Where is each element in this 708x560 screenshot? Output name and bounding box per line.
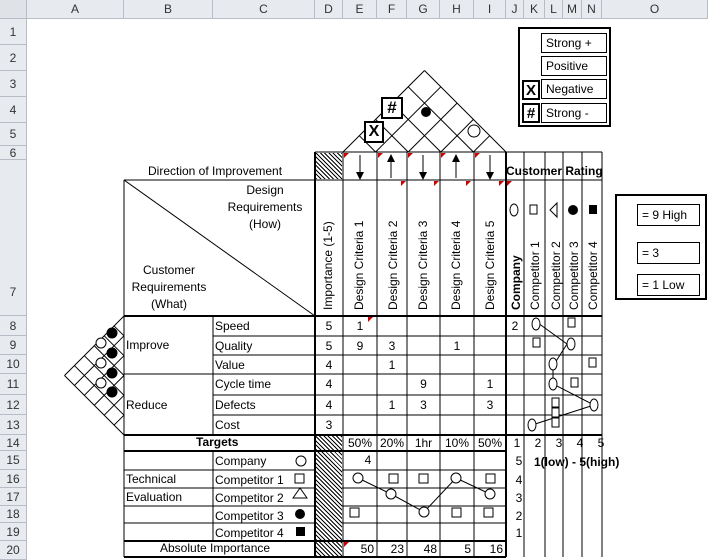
rating-square-icon	[571, 378, 578, 387]
up-arrow-icon	[387, 154, 395, 162]
importance-value: 5	[325, 339, 333, 353]
design-criteria-header-3: Design Criteria 3	[416, 220, 430, 310]
matrix-cell: 1	[453, 339, 461, 353]
company-circle-icon	[296, 456, 306, 466]
column-header-K[interactable]: K	[524, 0, 545, 19]
company-eval-point	[485, 489, 495, 499]
column-header-H[interactable]: H	[440, 0, 474, 19]
scale-side-2: 2	[515, 509, 523, 523]
legend-corr-3: Strong -	[541, 103, 607, 123]
competitor-header-3: Competitor 3	[567, 241, 581, 310]
requirement-cost: Cost	[215, 418, 240, 432]
direction-label: Direction of Improvement	[148, 164, 283, 178]
rating-square-icon	[552, 418, 559, 427]
requirement-quality: Quality	[215, 339, 253, 353]
comment-marker	[475, 153, 480, 158]
competitor4-square-icon	[296, 527, 305, 536]
competitor-eval-square	[484, 508, 493, 517]
design-requirements-label	[220, 182, 310, 233]
roof-line	[473, 136, 489, 152]
tech-row-competitor-1: Competitor 1	[215, 473, 284, 487]
strong-positive-roof-icon	[421, 107, 431, 117]
cust-req-line2: Requirements	[131, 280, 207, 294]
comment-marker	[434, 181, 439, 186]
strong-minus-legend-icon: #	[522, 103, 540, 123]
down-arrow-icon	[486, 172, 494, 180]
roof-line	[425, 71, 507, 153]
importance-hatch-2	[316, 452, 342, 540]
column-header-L[interactable]: L	[545, 0, 563, 19]
row-header-13[interactable]: 13	[0, 415, 27, 435]
competitor-eval-square	[486, 474, 495, 483]
strong-positive-side-icon	[107, 328, 117, 338]
comment-marker	[378, 153, 383, 158]
row-header-5[interactable]: 5	[0, 123, 27, 146]
tech-row-company: Company	[215, 454, 267, 468]
company-target-value: 4	[364, 453, 372, 467]
requirement-speed: Speed	[215, 319, 250, 333]
row-header-6[interactable]: 6	[0, 146, 27, 160]
company-eval-point	[451, 473, 461, 483]
cust-req-line3: (What)	[151, 297, 187, 311]
comment-marker	[401, 181, 406, 186]
competitor1-square-icon	[295, 474, 304, 483]
column-header-G[interactable]: G	[407, 0, 440, 19]
technical-evaluation-label	[126, 470, 182, 506]
absolute-importance-value: 50	[360, 542, 374, 556]
target-value: 20%	[379, 436, 405, 450]
scale-top-3: 3	[555, 436, 563, 450]
row-header-7[interactable]: 7	[0, 160, 27, 316]
matrix-cell: 3	[486, 398, 494, 412]
column-header-E[interactable]: E	[343, 0, 377, 19]
legend-rel-0: = 9 High	[637, 204, 700, 226]
row-header-10[interactable]: 10	[0, 355, 27, 374]
design-req-line1: Design	[246, 183, 284, 197]
importance-value: 3	[325, 418, 333, 432]
comment-marker	[499, 181, 504, 186]
scale-side-4: 4	[515, 473, 523, 487]
matrix-cell: 3	[388, 339, 396, 353]
row-header-11[interactable]: 11	[0, 374, 27, 395]
rating-square-icon	[568, 318, 575, 327]
matrix-cell: 9	[356, 339, 364, 353]
cust-req-line1: Customer	[142, 263, 195, 277]
rating-square-icon	[552, 408, 559, 417]
competitor-header-2: Competitor 2	[549, 241, 563, 310]
scale-top-1: 1	[513, 436, 521, 450]
competitor2-triangle-icon	[293, 488, 307, 498]
tech-eval-line1: Technical	[126, 472, 177, 486]
comment-marker	[408, 153, 413, 158]
absolute-importance-value: 48	[423, 542, 437, 556]
legend-rel-2: = 1 Low	[637, 274, 700, 296]
rating-ellipse	[549, 358, 557, 370]
positive-side-icon	[96, 338, 106, 348]
row-header-9[interactable]: 9	[0, 336, 27, 355]
comment-marker	[466, 181, 471, 186]
row-header-15[interactable]: 15	[0, 451, 27, 470]
competitor-header-4: Competitor 4	[586, 241, 600, 310]
row-header-20[interactable]: 20	[0, 541, 27, 560]
importance-value: 4	[325, 377, 333, 391]
row-header-16[interactable]: 16	[0, 470, 27, 488]
targets-label: Targets	[196, 435, 239, 449]
triangle-icon	[550, 203, 557, 217]
importance-hatch-1	[316, 436, 342, 450]
design-criteria-header-5: Design Criteria 5	[483, 220, 497, 310]
target-value: 50%	[477, 436, 503, 450]
column-header-J[interactable]: J	[506, 0, 524, 19]
negative-mark: X	[364, 121, 384, 143]
competitor-eval-square	[350, 508, 359, 517]
side-line	[114, 415, 124, 425]
strong-positive-side-icon	[107, 368, 117, 378]
design-criteria-header-1: Design Criteria 1	[352, 220, 366, 310]
tech-row-competitor-4: Competitor 4	[215, 526, 284, 540]
competitor-eval-square	[389, 474, 398, 483]
requirement-value: Value	[215, 358, 245, 372]
scale-top-5: 5	[597, 436, 605, 450]
row-header-19[interactable]: 19	[0, 523, 27, 541]
rating-square-icon	[589, 358, 596, 367]
comment-marker	[441, 153, 446, 158]
positive-side-icon	[96, 358, 106, 368]
matrix-cell: 1	[388, 398, 396, 412]
requirement-defects: Defects	[215, 398, 256, 412]
customer-requirements-label	[124, 262, 214, 313]
absolute-importance-value: 16	[489, 542, 503, 556]
scale-side-1: 1	[515, 526, 523, 540]
matrix-cell: 9	[420, 377, 427, 391]
positive-side-icon	[96, 378, 106, 388]
customer-rating-label: Customer Rating	[506, 164, 603, 178]
column-header-M[interactable]: M	[563, 0, 582, 19]
importance-header: Importance (1-5)	[321, 221, 335, 310]
column-header-O[interactable]: O	[602, 0, 708, 19]
row-header-18[interactable]: 18	[0, 506, 27, 523]
competitor3-circle-icon	[295, 509, 305, 519]
row-header-3[interactable]: 3	[0, 71, 27, 97]
company-ellipse-icon	[510, 204, 518, 216]
row-header-14[interactable]: 14	[0, 435, 27, 451]
column-header-N[interactable]: N	[582, 0, 602, 19]
company-eval-point	[419, 507, 429, 517]
rating-ellipse	[567, 338, 575, 350]
rating-ellipse	[549, 378, 557, 390]
legend-corr-0: Strong +	[541, 33, 607, 53]
target-value: 50%	[347, 436, 373, 450]
column-header-I[interactable]: I	[474, 0, 506, 19]
importance-value: 4	[325, 398, 333, 412]
absolute-importance-value: 23	[390, 542, 404, 556]
importance-hatch-3	[316, 542, 342, 556]
matrix-cell: 1	[486, 377, 494, 391]
importance-value: 5	[325, 319, 333, 333]
row-header-8[interactable]: 8	[0, 316, 27, 336]
rating-ellipse	[528, 419, 536, 431]
matrix-cell: 1	[388, 358, 396, 372]
scale-top-2: 2	[534, 436, 542, 450]
square-filled-icon	[589, 205, 597, 214]
square-icon	[530, 205, 537, 214]
absolute-importance-value: 5	[464, 542, 471, 556]
rating-square-icon	[533, 338, 540, 347]
design-criteria-header-2: Design Criteria 2	[386, 220, 400, 310]
legend-corr-1: Positive	[541, 56, 607, 76]
down-arrow-icon	[356, 172, 364, 180]
column-header-F[interactable]: F	[377, 0, 407, 19]
scale-note: 1(low) - 5(high)	[534, 455, 620, 469]
target-value: 10%	[444, 436, 470, 450]
row-header-1[interactable]: 1	[0, 19, 27, 45]
competitor-eval-square	[419, 474, 428, 483]
scale-side-5: 5	[515, 454, 523, 468]
rating-square-icon	[552, 398, 559, 407]
design-criteria-header-4: Design Criteria 4	[449, 220, 463, 310]
legend-corr-2: Negative	[541, 79, 607, 99]
comment-marker	[507, 181, 512, 186]
importance-hatch-0	[316, 153, 342, 179]
reduce-label: Reduce	[126, 398, 168, 412]
column-header-B[interactable]: B	[124, 0, 213, 19]
tech-eval-line2: Evaluation	[126, 490, 183, 504]
competitor-eval-square	[452, 508, 461, 517]
company-header: Company	[509, 255, 523, 310]
matrix-cell: 1	[356, 319, 364, 333]
target-value: 1hr	[414, 436, 433, 450]
row-header-12[interactable]: 12	[0, 395, 27, 415]
company-eval-point	[386, 489, 396, 499]
scale-side-3: 3	[515, 491, 523, 505]
down-arrow-icon	[419, 172, 427, 180]
absolute-importance-label: Absolute Importance	[160, 541, 271, 555]
matrix-cell: 3	[420, 398, 427, 412]
competitor-header-1: Competitor 1	[528, 241, 542, 310]
row-header-17[interactable]: 17	[0, 488, 27, 506]
tech-row-competitor-2: Competitor 2	[215, 491, 284, 505]
row-header-2[interactable]: 2	[0, 45, 27, 71]
design-req-line2: Requirements	[227, 200, 303, 214]
scale-top-4: 4	[576, 436, 584, 450]
requirement-cycle-time: Cycle time	[215, 377, 272, 391]
strong-positive-side-icon	[107, 387, 117, 397]
comment-marker	[344, 153, 349, 158]
negative-legend-icon: X	[522, 80, 540, 100]
rating-ellipse	[590, 399, 598, 411]
column-header-D[interactable]: D	[315, 0, 343, 19]
row-header-4[interactable]: 4	[0, 97, 27, 123]
design-req-line3: (How)	[249, 217, 281, 231]
legend-rel-1: = 3	[637, 242, 700, 264]
strong-negative-mark: #	[381, 97, 403, 119]
company-eval-point	[353, 473, 363, 483]
column-header-A[interactable]: A	[27, 0, 124, 19]
improve-label: Improve	[126, 338, 170, 352]
company-rating-cell: 2	[511, 319, 519, 333]
up-arrow-icon	[452, 154, 460, 162]
roof-line	[408, 103, 457, 152]
column-header-C[interactable]: C	[213, 0, 315, 19]
strong-positive-side-icon	[107, 348, 117, 358]
rating-ellipse	[532, 318, 540, 330]
circle-filled-icon	[568, 205, 578, 215]
positive-roof-icon	[468, 125, 480, 137]
importance-value: 4	[325, 358, 333, 372]
tech-row-competitor-3: Competitor 3	[215, 509, 284, 523]
